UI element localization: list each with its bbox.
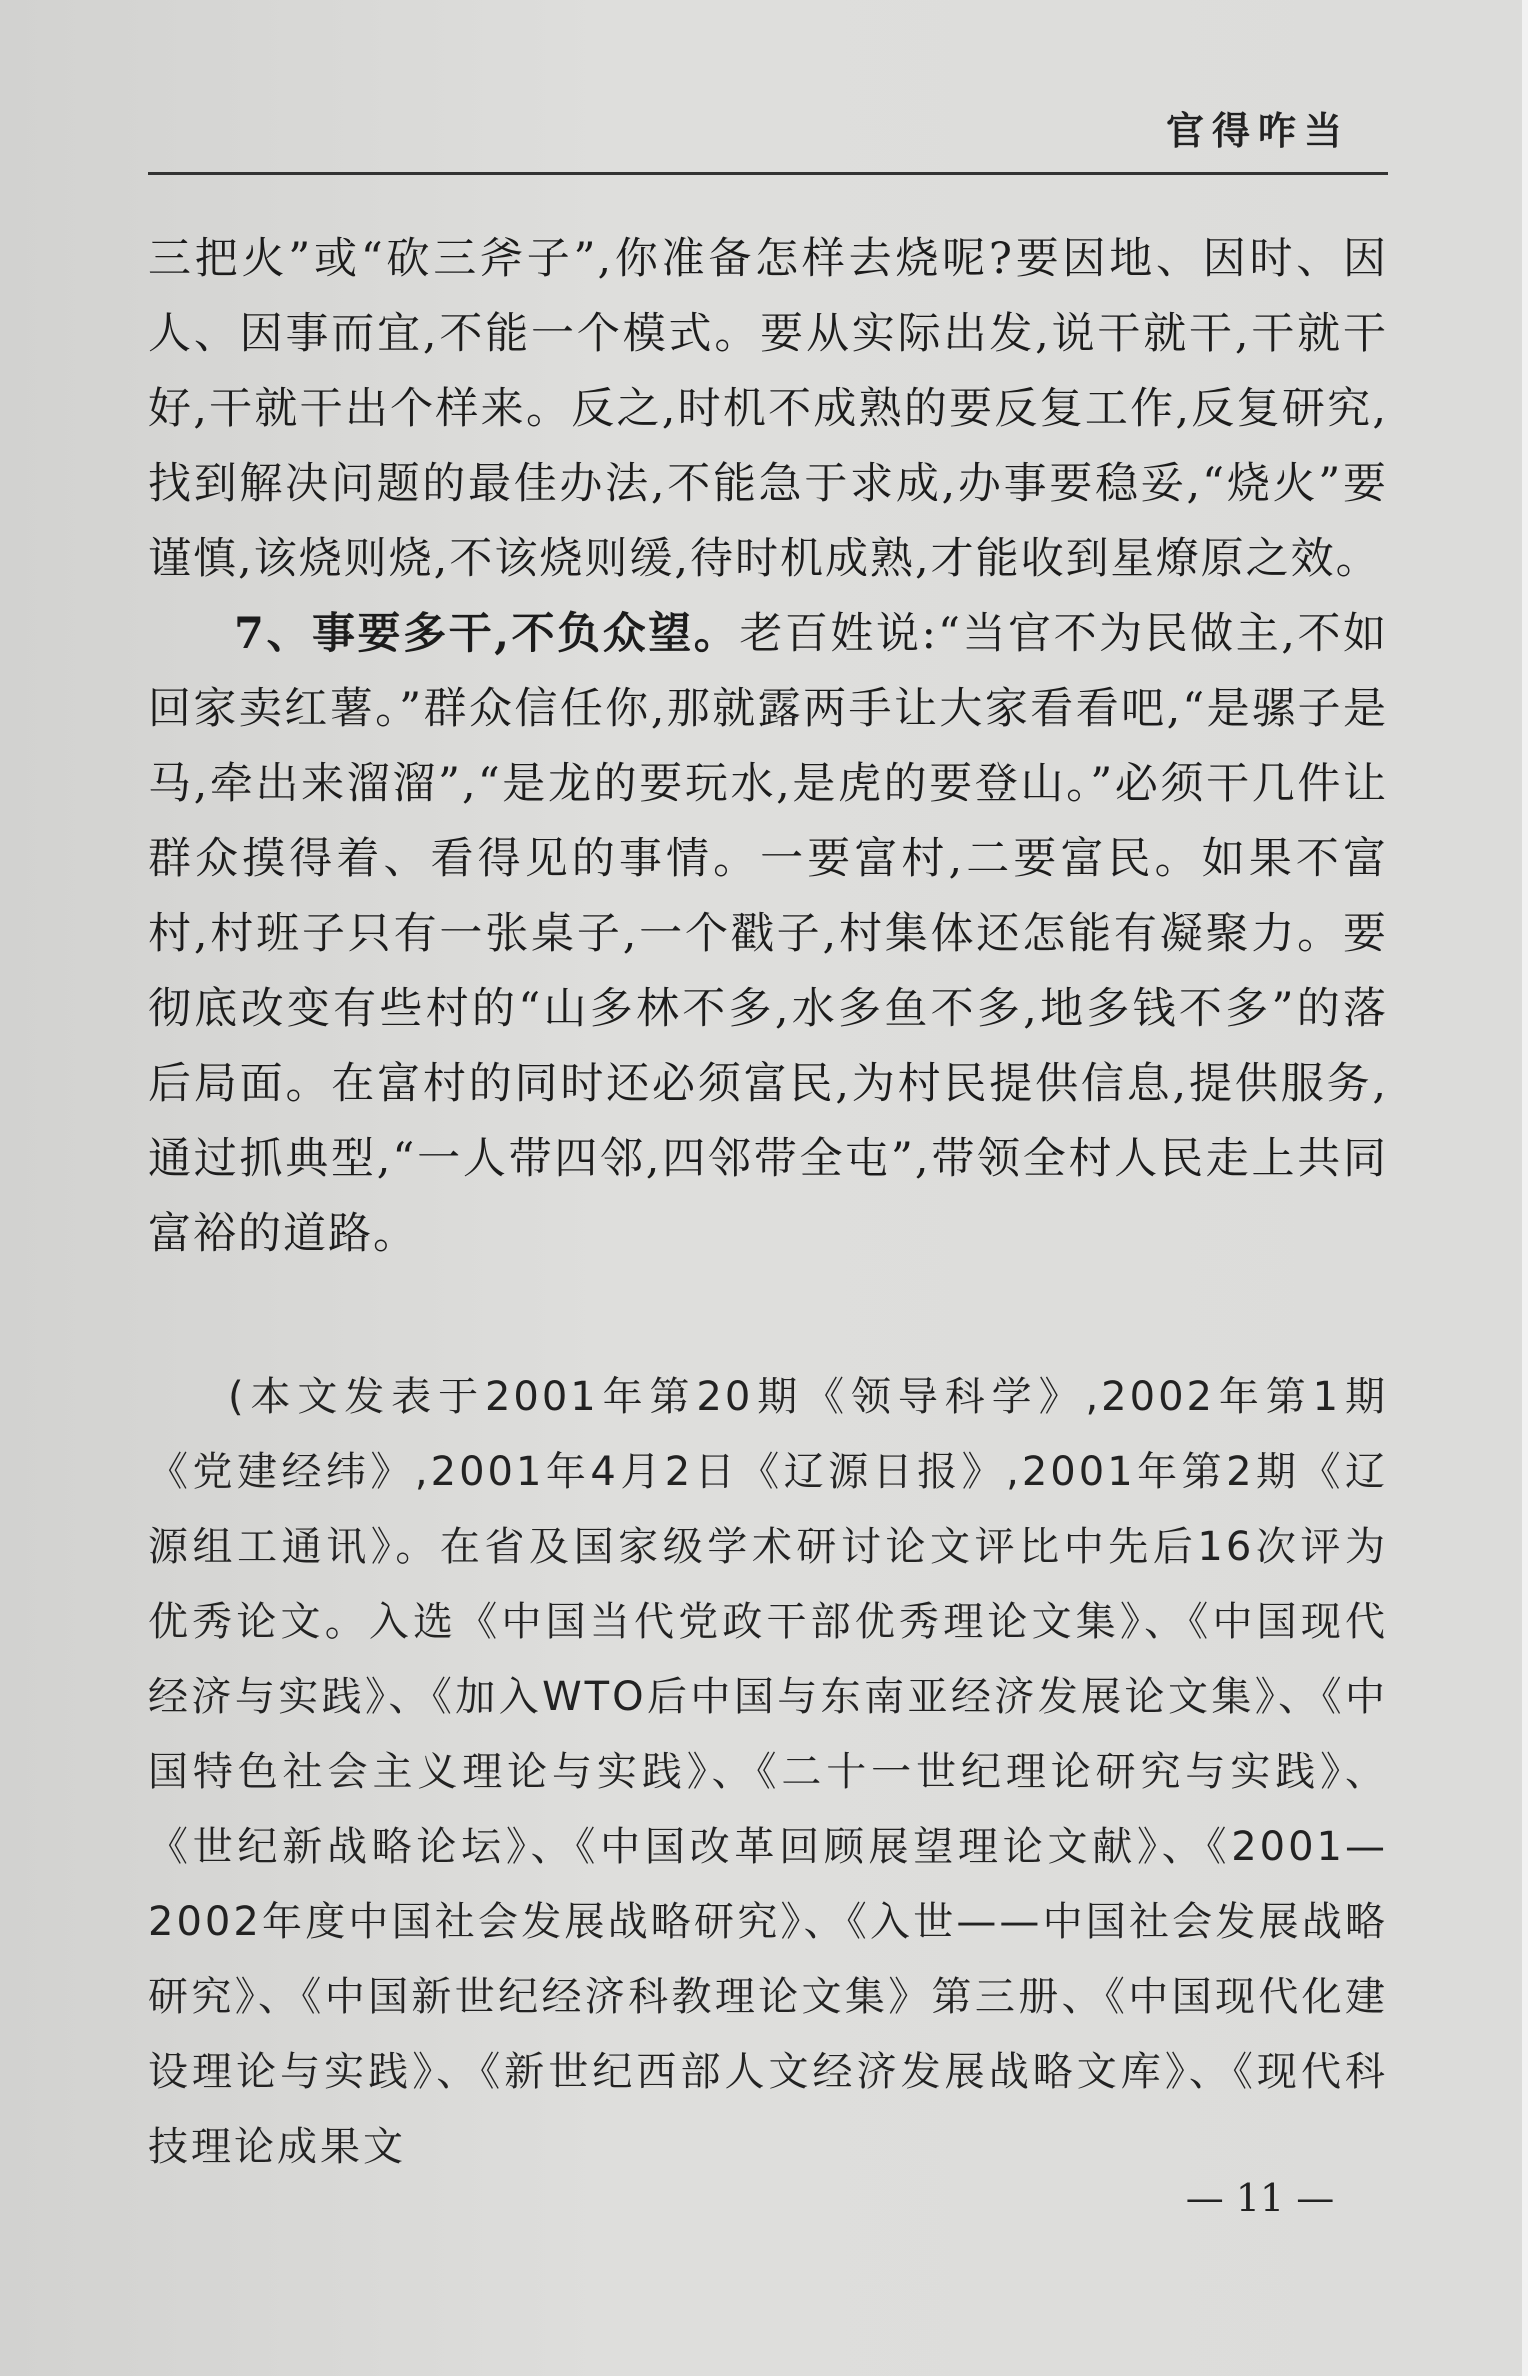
section-7-heading: 7、事要多干,不负众望。 <box>234 609 740 659</box>
publication-note-text: (本文发表于2001年第20期《领导科学》,2002年第1期《党建经纬》,2001年4月2日《辽源日报》,2001年第2期《辽源组工通讯》。在省及国家级学术研讨论文评比中先后16次评为优秀论文。入选《中国当代党政干部优秀理论文集》、《中国现代经济与实践》、《加入WTO后中国与东南亚经济发展论文集》、《中国特色社会主义理论与实践》、《二十一世纪理论研究与实践》、《世纪新战略论坛》、《中国改革回顾展望理论文献》、《2001—2002年度中国社会发展战略研究》、《入世——中国社会发展战略研究》、《中国新世纪经济科教理论文集》第三册、《中国现代化建设理论与实践》、《新世纪西部人文经济发展战略文库》、《现代科技理论成果文 <box>148 1374 1388 2170</box>
header-rule <box>148 172 1388 175</box>
body-text <box>148 222 1388 1272</box>
running-head: 官得咋当 <box>1165 109 1350 153</box>
page-number: — 11 — <box>1185 2176 1335 2220</box>
section-7-text: 老百姓说:“当官不为民做主,不如回家卖红薯。”群众信任你,那就露两手让大家看看吧,“是骡子是马,牵出来溜溜”,“是龙的要玩水,是虎的要登山。”必须干几件让群众摸得着、看得见的事情。一要富村,二要富民。如果不富村,村班子只有一张桌子,一个戳子,村集体还怎能有凝聚力。要彻底改变有些村的“山多林不多,水多鱼不多,地多钱不多”的落后局面。在富村的同时还必须富民,为村民提供信息,提供服务,通过抓典型,“一人带四邻,四邻带全屯”,带领全村人民走上共同富裕的道路。 <box>148 609 1389 1259</box>
paragraph-continued: 三把火”或“砍三斧子”,你准备怎样去烧呢?要因地、因时、因人、因事而宜,不能一个模式。要从实际出发,说干就干,干就干好,干就干出个样来。反之,时机不成熟的要反复工作,反复研究,找到解决问题的最佳办法,不能急于求成,办事要稳妥,“烧火”要谨慎,该烧则烧,不该烧则缓,待时机成熟,才能收到星燎原之效。 <box>148 234 1388 584</box>
page-edge <box>1522 0 1528 2376</box>
paragraph-section-7 <box>148 597 1388 1272</box>
publication-note <box>148 1360 1388 2185</box>
